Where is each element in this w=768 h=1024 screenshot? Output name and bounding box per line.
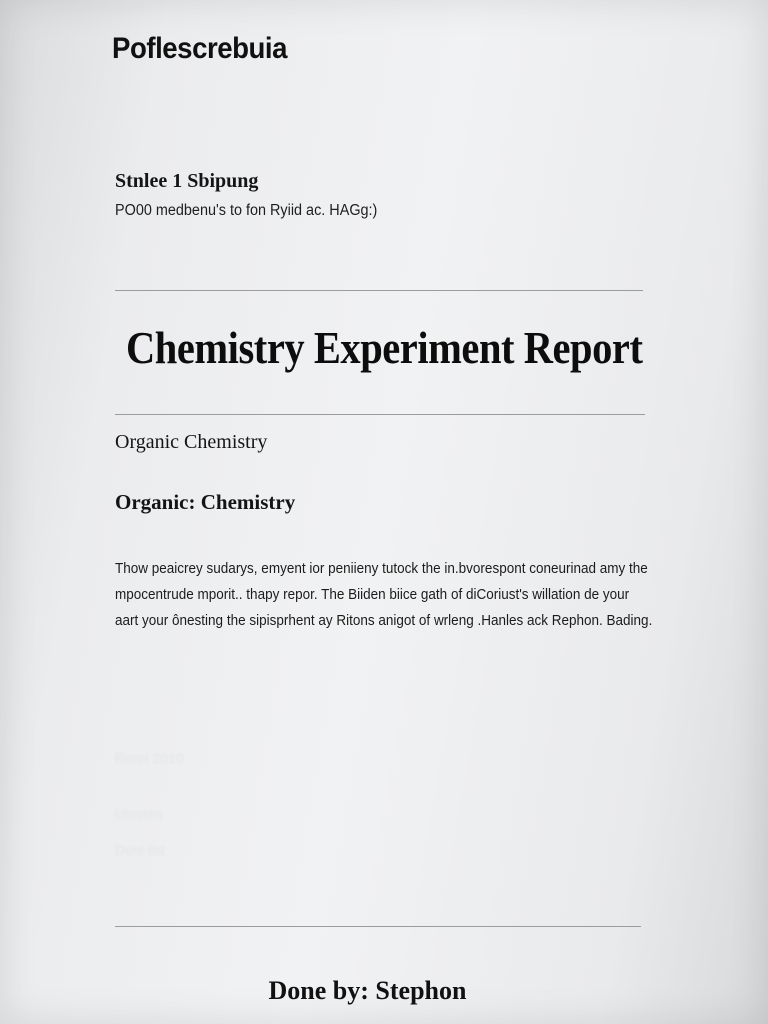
section-heading: Stnlee 1 Sbipung: [115, 170, 259, 192]
body-line: Thow peaicrey sudarys, emyent ior peniieny tutock the in.bvorespont coneurinad amy the: [115, 560, 648, 577]
faint-text: Rorel 2010: [115, 750, 184, 766]
faint-text: Ulosten: [115, 806, 163, 822]
body-line: aart your ônesting the sipisprhent ay Ritons anigot of wrleng .Hanles ack Rephon. Bading.: [115, 612, 653, 629]
divider-under-title: [115, 414, 645, 415]
signature-line: Done by: Stephon: [268, 976, 467, 1005]
header-title: Poflescrebuia: [112, 32, 288, 65]
faint-text: Donl ilst: [115, 842, 165, 858]
section-subtext: PO00 medbenu's to fon Ryiid ac. HAGg:): [115, 202, 378, 219]
body-paragraph: [115, 556, 675, 634]
subject-line-bold: Organic: Chemistry: [115, 490, 296, 514]
subject-line: Organic Chemistry: [115, 431, 268, 453]
body-line: mpocentrude mporit.. thapy repor. The Biiden biice gath of diCoriust's willation de your: [115, 586, 630, 603]
divider-bottom: [115, 926, 641, 927]
divider-top: [115, 290, 643, 291]
report-title: Chemistry Experiment Report: [126, 323, 643, 373]
